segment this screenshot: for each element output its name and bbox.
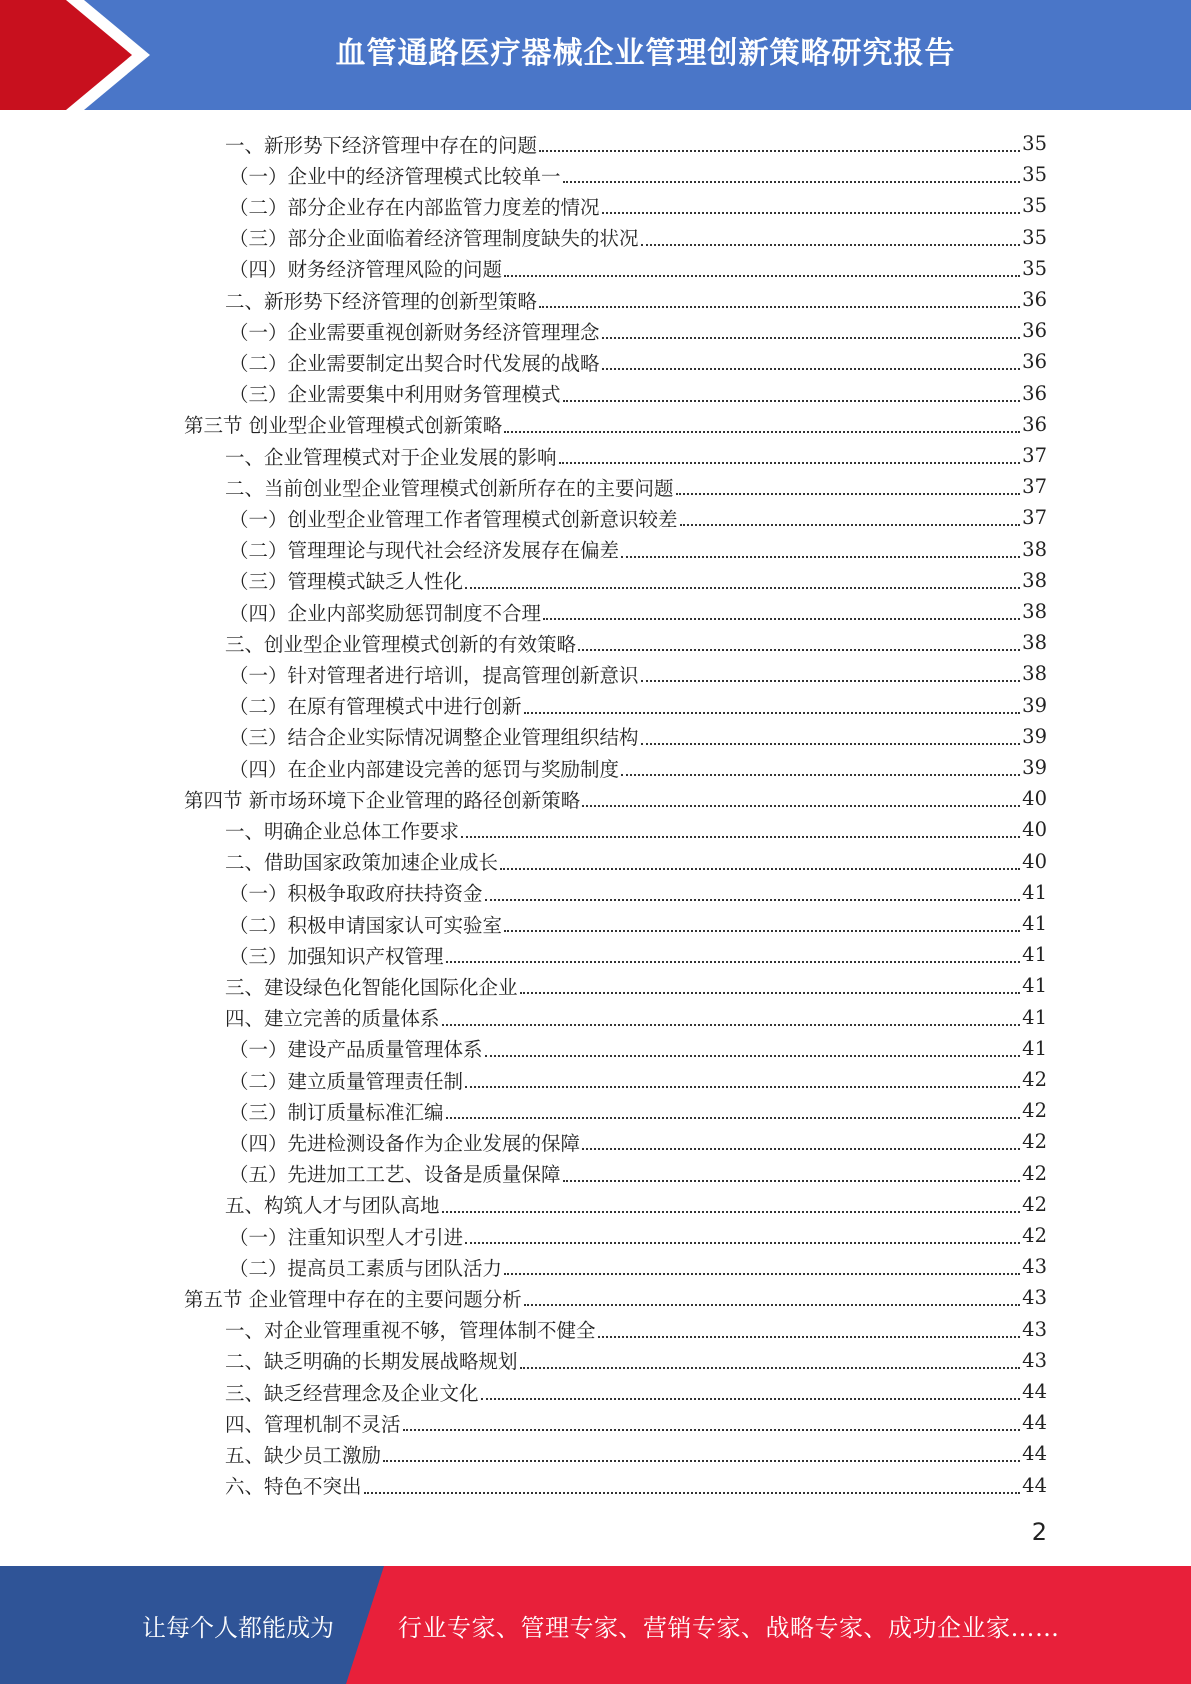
- toc-entry[interactable]: [225, 627, 1047, 658]
- toc-dot-leader: [621, 773, 1020, 776]
- toc-entry-page: 44: [1022, 1411, 1047, 1435]
- toc-dot-leader: [602, 211, 1021, 214]
- toc-entry-page: 41: [1022, 1036, 1047, 1060]
- toc-entry-title: （一）建设产品质量管理体系: [229, 1038, 483, 1062]
- toc-entry-page: 35: [1022, 256, 1047, 280]
- toc-entry[interactable]: [229, 658, 1047, 689]
- toc-entry[interactable]: [229, 1064, 1047, 1095]
- toc-entry[interactable]: [184, 783, 1047, 814]
- toc-dot-leader: [680, 523, 1021, 526]
- toc-dot-leader: [578, 648, 1020, 651]
- toc-entry-title: （三）加强知识产权管理: [229, 944, 444, 968]
- toc-entry-title: （二）积极申请国家认可实验室: [229, 913, 503, 937]
- toc-entry-page: 36: [1022, 350, 1047, 374]
- toc-entry-title: 一、企业管理模式对于企业发展的影响: [225, 445, 557, 469]
- toc-entry-page: 35: [1022, 132, 1047, 155]
- toc-entry-title: 二、新形势下经济管理的创新型策略: [225, 289, 538, 313]
- toc-entry-page: 42: [1022, 1192, 1047, 1216]
- toc-dot-leader: [520, 1366, 1021, 1369]
- toc-entry-title: （二）提高员工素质与团队活力: [229, 1256, 503, 1280]
- toc-entry-title: （三）结合企业实际情况调整企业管理组织结构: [229, 726, 639, 750]
- toc-entry[interactable]: [229, 502, 1047, 533]
- toc-entry[interactable]: [225, 1002, 1047, 1033]
- toc-entry-title: （一）企业中的经济管理模式比较单一: [229, 164, 561, 188]
- toc-entry-title: （二）建立质量管理责任制: [229, 1069, 464, 1093]
- toc-entry-title: （一）企业需要重视创新财务经济管理理念: [229, 320, 600, 344]
- toc-entry-page: 42: [1022, 1161, 1047, 1185]
- toc-dot-leader: [563, 1179, 1021, 1182]
- toc-entry-page: 41: [1022, 912, 1047, 935]
- toc-entry[interactable]: [225, 970, 1047, 1001]
- toc-entry-title: （二）管理理论与现代社会经济发展存在偏差: [229, 539, 620, 563]
- toc-entry-title: （一）针对管理者进行培训，提高管理创新意识: [229, 663, 639, 687]
- toc-entry[interactable]: [229, 1220, 1047, 1251]
- toc-entry[interactable]: [229, 752, 1047, 783]
- toc-entry-title: （一）创业型企业管理工作者管理模式创新意识较差: [229, 507, 678, 531]
- toc-entry-title: 二、缺乏明确的长期发展战略规划: [225, 1350, 518, 1374]
- toc-entry[interactable]: [225, 1438, 1047, 1469]
- toc-entry-page: 44: [1022, 1380, 1047, 1403]
- toc-entry[interactable]: [225, 471, 1047, 502]
- toc-entry-title: 三、缺乏经营理念及企业文化: [225, 1381, 479, 1405]
- toc-entry[interactable]: [225, 1376, 1047, 1407]
- toc-dot-leader: [598, 1335, 1021, 1338]
- toc-dot-leader: [520, 991, 1021, 994]
- toc-entry-page: 36: [1022, 319, 1047, 343]
- toc-entry[interactable]: [229, 1158, 1047, 1189]
- toc-entry-title: 一、对企业管理重视不够，管理体制不健全: [225, 1319, 596, 1343]
- toc-dot-leader: [539, 305, 1020, 308]
- toc-entry-page: 39: [1022, 756, 1047, 779]
- toc-dot-leader: [465, 586, 1020, 589]
- toc-entry-title: （五）先进加工工艺、设备是质量保障: [229, 1163, 561, 1187]
- toc-entry-page: 35: [1022, 194, 1047, 218]
- toc-entry-page: 35: [1022, 163, 1047, 187]
- toc-dot-leader: [485, 1054, 1021, 1057]
- toc-entry-title: 六、特色不突出: [225, 1475, 362, 1499]
- toc-entry[interactable]: [225, 846, 1047, 877]
- toc-dot-leader: [485, 898, 1021, 901]
- toc-dot-leader: [621, 555, 1020, 558]
- toc-entry-title: 五、缺少员工激励: [225, 1443, 382, 1467]
- toc-entry[interactable]: [229, 596, 1047, 627]
- toc-dot-leader: [442, 1023, 1021, 1026]
- toc-entry[interactable]: [229, 378, 1047, 409]
- toc-entry-page: 42: [1022, 1068, 1047, 1091]
- toc-entry[interactable]: [229, 253, 1047, 284]
- toc-entry[interactable]: [229, 690, 1047, 721]
- page-header: [0, 0, 1191, 110]
- toc-entry-page: 38: [1022, 568, 1047, 592]
- toc-entry-title: （四）企业内部奖励惩罚制度不合理: [229, 601, 542, 625]
- toc-entry[interactable]: [184, 409, 1047, 440]
- toc-entry-title: 一、新形势下经济管理中存在的问题: [225, 133, 538, 157]
- toc-entry[interactable]: [229, 159, 1047, 190]
- toc-dot-leader: [481, 1397, 1021, 1400]
- toc-entry-page: 36: [1022, 381, 1047, 405]
- toc-entry-page: 36: [1022, 288, 1047, 311]
- toc-entry-title: （三）制订质量标准汇编: [229, 1100, 444, 1124]
- toc-entry[interactable]: [229, 222, 1047, 253]
- toc-dot-leader: [442, 1210, 1021, 1213]
- toc-dot-leader: [504, 1272, 1020, 1275]
- toc-entry-title: （一）注重知识型人才引进: [229, 1225, 464, 1249]
- toc-entry-page: 43: [1022, 1348, 1047, 1372]
- toc-entry-title: 第五节 企业管理中存在的主要问题分析: [184, 1287, 522, 1311]
- footer-slogan-left: 让每个人都能成为: [142, 1613, 334, 1642]
- toc-entry-title: （三）管理模式缺乏人性化: [229, 570, 464, 594]
- toc-entry-page: 41: [1022, 880, 1047, 904]
- toc-entry[interactable]: [229, 565, 1047, 596]
- toc-dot-leader: [383, 1459, 1020, 1462]
- toc-entry[interactable]: [225, 1470, 1047, 1501]
- toc-entry-title: 第四节 新市场环境下企业管理的路径创新策略: [184, 788, 581, 812]
- toc-dot-leader: [602, 336, 1021, 339]
- toc-entry-page: 38: [1022, 662, 1047, 686]
- toc-dot-leader: [524, 1303, 1020, 1306]
- toc-dot-leader: [641, 243, 1021, 246]
- toc-dot-leader: [446, 1116, 1021, 1119]
- toc-dot-leader: [446, 960, 1021, 963]
- toc-entry-title: （二）在原有管理模式中进行创新: [229, 695, 522, 719]
- toc-entry-page: 39: [1022, 724, 1047, 748]
- toc-entry[interactable]: [225, 814, 1047, 845]
- toc-dot-leader: [504, 430, 1020, 433]
- toc-dot-leader: [641, 679, 1021, 682]
- toc-entry-title: 一、明确企业总体工作要求: [225, 819, 460, 843]
- toc-entry-page: 43: [1022, 1255, 1047, 1279]
- toc-dot-leader: [602, 367, 1021, 370]
- toc-entry[interactable]: [229, 346, 1047, 377]
- toc-entry-page: 43: [1022, 1286, 1047, 1310]
- toc-entry[interactable]: [184, 1282, 1047, 1313]
- toc-entry-page: 37: [1022, 444, 1047, 467]
- toc-dot-leader: [461, 835, 1020, 838]
- toc-entry-page: 40: [1022, 787, 1047, 811]
- toc-entry-title: （四）财务经济管理风险的问题: [229, 258, 503, 282]
- toc-entry[interactable]: [229, 1033, 1047, 1064]
- toc-dot-leader: [504, 929, 1020, 932]
- toc-entry[interactable]: [229, 939, 1047, 970]
- toc-entry-page: 36: [1022, 412, 1047, 436]
- toc-entry-title: （四）在企业内部建设完善的惩罚与奖励制度: [229, 757, 620, 781]
- toc-entry-title: 第三节 创业型企业管理模式创新策略: [184, 414, 503, 438]
- toc-entry[interactable]: [225, 284, 1047, 315]
- toc-entry-title: 五、构筑人才与团队高地: [225, 1194, 440, 1218]
- toc-entry-title: （二）企业需要制定出契合时代发展的战略: [229, 351, 600, 375]
- toc-dot-leader: [559, 461, 1021, 464]
- toc-entry-page: 42: [1022, 1130, 1047, 1154]
- toc-entry-page: 42: [1022, 1224, 1047, 1247]
- toc-entry-page: 38: [1022, 600, 1047, 623]
- toc-dot-leader: [582, 1147, 1020, 1150]
- toc-entry-title: （一）积极争取政府扶持资金: [229, 882, 483, 906]
- toc-entry[interactable]: [225, 128, 1047, 159]
- toc-entry-page: 35: [1022, 225, 1047, 249]
- footer-slogan-right: 行业专家、管理专家、营销专家、战略专家、成功企业家……: [398, 1613, 1060, 1642]
- toc-entry[interactable]: [229, 315, 1047, 346]
- toc-entry[interactable]: [225, 1189, 1047, 1220]
- toc-entry[interactable]: [229, 877, 1047, 908]
- page-footer: [0, 1566, 1191, 1684]
- toc-dot-leader: [465, 1085, 1020, 1088]
- document-title: 血管通路医疗器械企业管理创新策略研究报告: [335, 36, 956, 71]
- toc-entry[interactable]: [229, 1095, 1047, 1126]
- toc-entry[interactable]: [225, 440, 1047, 471]
- toc-entry[interactable]: [225, 1314, 1047, 1345]
- toc-entry-title: （三）部分企业面临着经济管理制度缺失的状况: [229, 227, 639, 251]
- toc-entry-title: 四、管理机制不灵活: [225, 1412, 401, 1436]
- toc-entry-page: 37: [1022, 506, 1047, 530]
- toc-entry-page: 41: [1022, 943, 1047, 967]
- toc-dot-leader: [524, 711, 1021, 714]
- toc-entry-title: （二）部分企业存在内部监管力度差的情况: [229, 195, 600, 219]
- toc-entry-page: 40: [1022, 849, 1047, 873]
- toc-entry-page: 44: [1022, 1473, 1047, 1497]
- toc-dot-leader: [563, 180, 1021, 183]
- page-number: 2: [1031, 1518, 1047, 1546]
- toc-entry-page: 38: [1022, 631, 1047, 655]
- toc-dot-leader: [641, 742, 1021, 745]
- toc-entry-title: 二、当前创业型企业管理模式创新所存在的主要问题: [225, 476, 674, 500]
- toc-dot-leader: [504, 274, 1020, 277]
- toc-entry-title: （三）企业需要集中利用财务管理模式: [229, 383, 561, 407]
- toc-entry[interactable]: [229, 908, 1047, 939]
- toc-dot-leader: [500, 867, 1020, 870]
- toc-entry-page: 37: [1022, 475, 1047, 499]
- toc-entry[interactable]: [229, 190, 1047, 221]
- toc-entry[interactable]: [225, 1407, 1047, 1438]
- toc-entry[interactable]: [229, 1251, 1047, 1282]
- toc-entry[interactable]: [225, 1345, 1047, 1376]
- toc-entry-title: 二、借助国家政策加速企业成长: [225, 851, 499, 875]
- toc-dot-leader: [403, 1428, 1021, 1431]
- toc-entry-page: 40: [1022, 818, 1047, 842]
- toc-dot-leader: [563, 399, 1021, 402]
- toc-entry-page: 39: [1022, 693, 1047, 717]
- toc-dot-leader: [582, 804, 1020, 807]
- toc-dot-leader: [539, 149, 1020, 152]
- toc-entry-page: 43: [1022, 1317, 1047, 1341]
- toc-entry[interactable]: [229, 534, 1047, 565]
- toc-dot-leader: [676, 492, 1021, 495]
- toc-dot-leader: [465, 1241, 1020, 1244]
- toc-entry-page: 42: [1022, 1099, 1047, 1123]
- toc-entry[interactable]: [229, 1126, 1047, 1157]
- toc-entry-title: 三、创业型企业管理模式创新的有效策略: [225, 632, 577, 656]
- toc-entry-page: 44: [1022, 1442, 1047, 1466]
- toc-entry-page: 41: [1022, 1005, 1047, 1029]
- toc-entry-title: 四、建立完善的质量体系: [225, 1007, 440, 1031]
- toc-entry-page: 38: [1022, 537, 1047, 561]
- toc-entry-title: 三、建设绿色化智能化国际化企业: [225, 975, 518, 999]
- toc-dot-leader: [543, 617, 1020, 620]
- toc-entry[interactable]: [229, 721, 1047, 752]
- toc-dot-leader: [364, 1491, 1021, 1494]
- toc-entry-title: （四）先进检测设备作为企业发展的保障: [229, 1131, 581, 1155]
- toc-entry-page: 41: [1022, 974, 1047, 998]
